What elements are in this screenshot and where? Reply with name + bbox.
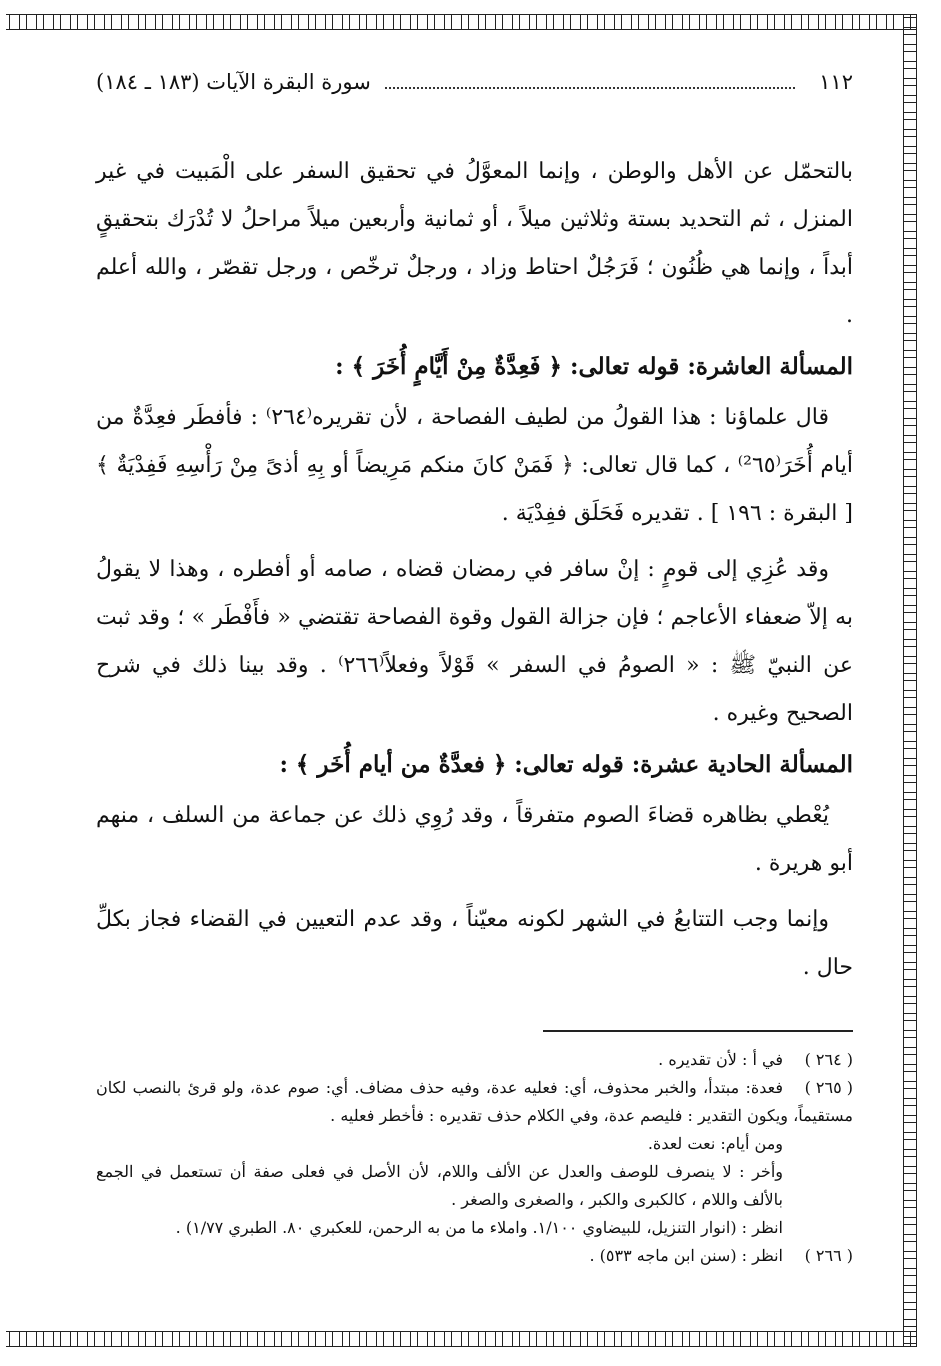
footnote-separator <box>543 1030 853 1032</box>
footnote-number: ( ٢٦٦ ) <box>804 1246 853 1265</box>
footnote-number: ( ٢٦٤ ) <box>804 1050 853 1069</box>
paragraph: يُعْطي بظاهره قضاءَ الصوم متفرقاً ، وقد رُوِي ذلك عن جماعة من السلف ، منهم أبو هريرة . <box>96 803 853 876</box>
running-title: سورة البقرة الآيات (١٨٣ ـ ١٨٤) <box>96 70 371 94</box>
footnote-continuation: انظر : (انوار التنزيل، للبيضاوي ١/١٠٠. واملاء ما من به الرحمن، للعكبري ٨٠. الطبري ١/٧٧) . <box>175 1218 783 1237</box>
decorative-border-right <box>903 14 917 1347</box>
decorative-border-top <box>6 14 917 30</box>
section-heading: المسألة العاشرة: قوله تعالى: ﴿ فَعِدَّةٌ مِنْ أَيَّامٍ أُخَرَ ﴾ : <box>335 353 853 380</box>
page-content <box>96 70 853 1270</box>
paragraph: وقد عُزِي إلى قومٍ : إنْ سافر في رمضان قضاه ، صامه أو أفطره ، وهذا لا يقولُ به إلاّ ضعفاء الأعاجم ؛ فإن جزالة القول وقوة الفصاحة تقتضي « فأَفْطَر » ؛ وقد ثبت عن النبيّ ﷺ : « الصومُ في السفر » قَوْلاً وفعلاً⁽٢٦٦⁾ . وقد بينا ذلك في شرح الصحيح وغيره . <box>96 557 853 726</box>
section-heading: المسألة الحادية عشرة: قوله تعالى: ﴿ فعدَّةٌ من أيام أُخَر ﴾ : <box>279 751 853 778</box>
header-dot-leader <box>385 75 795 89</box>
footnote <box>96 1242 853 1270</box>
paragraph: قال علماؤنا : هذا القولُ من لطيف الفصاحة ، لأن تقريره⁽٢٦٤⁾ : فأفطَر فعِدَّةٌ من أيام أُخَرَ⁽²٦٥⁾ ، كما قال تعالى: ﴿ فَمَنْ كانَ منكم مَرِيضاً أو بِهِ أذىً مِنْ رَأْسِهِ فَفِدْيَةٌ ﴾ [ البقرة : ١٩٦ ] . تقديره فَحَلَق ففِدْيَة . <box>96 405 853 526</box>
footnote-number: ( ٢٦٥ ) <box>804 1078 853 1097</box>
running-header <box>96 70 853 110</box>
decorative-border-bottom <box>6 1331 917 1347</box>
page-number: ١١٢ <box>819 70 853 94</box>
footnote <box>96 1046 853 1074</box>
footnote-continuation: وأخر : لا ينصرف للوصف والعدل عن الألف واللام، لأن الأصل في فعلى صفة أن تستعمل في الجمع بالألف واللام ، كالكبرى والكبر ، والصغرى والصغر . <box>96 1162 783 1209</box>
footnote <box>96 1074 853 1130</box>
footnote-text: في أ : لأن تقديره . <box>658 1050 783 1069</box>
footnotes <box>96 1046 853 1270</box>
paragraph: وإنما وجب التتابعُ في الشهر لكونه معيّناً ، وقد عدم التعيين في القضاء فجاز بكلِّ حال . <box>96 907 853 980</box>
footnote-continuation: ومن أيام: نعت لعدة. <box>647 1134 783 1153</box>
footnote-text: فعدة: مبتدأ، والخبر محذوف، أي: فعليه عدة، وفيه حذف مضاف. أي: صوم عدة، ولو قرئ بالنصب لكان مستقيماً، ويكون التقدير : فليصم عدة، وفي الكلام حذف تقديره : فأخطر فعليه . <box>96 1078 853 1125</box>
main-text <box>96 148 853 992</box>
paragraph: بالتحمّل عن الأهل والوطن ، وإنما المعوَّلُ في تحقيق السفر على الْمَبيت في غير المنزل ، ثم التحديد بستة وثلاثين ميلاً ، أو ثمانية وأربعين ميلاً مراحلُ لا تُدْرَك بتحقيقٍ أبداً ، وإنما هي ظُنُون ؛ فَرَجُلٌ احتاط وزاد ، ورجلٌ ترخّص ، ورجل تقصّر ، والله أعلم . <box>96 159 853 328</box>
footnote-text: انظر : (سنن ابن ماجه ٥٣٣) . <box>589 1246 783 1265</box>
